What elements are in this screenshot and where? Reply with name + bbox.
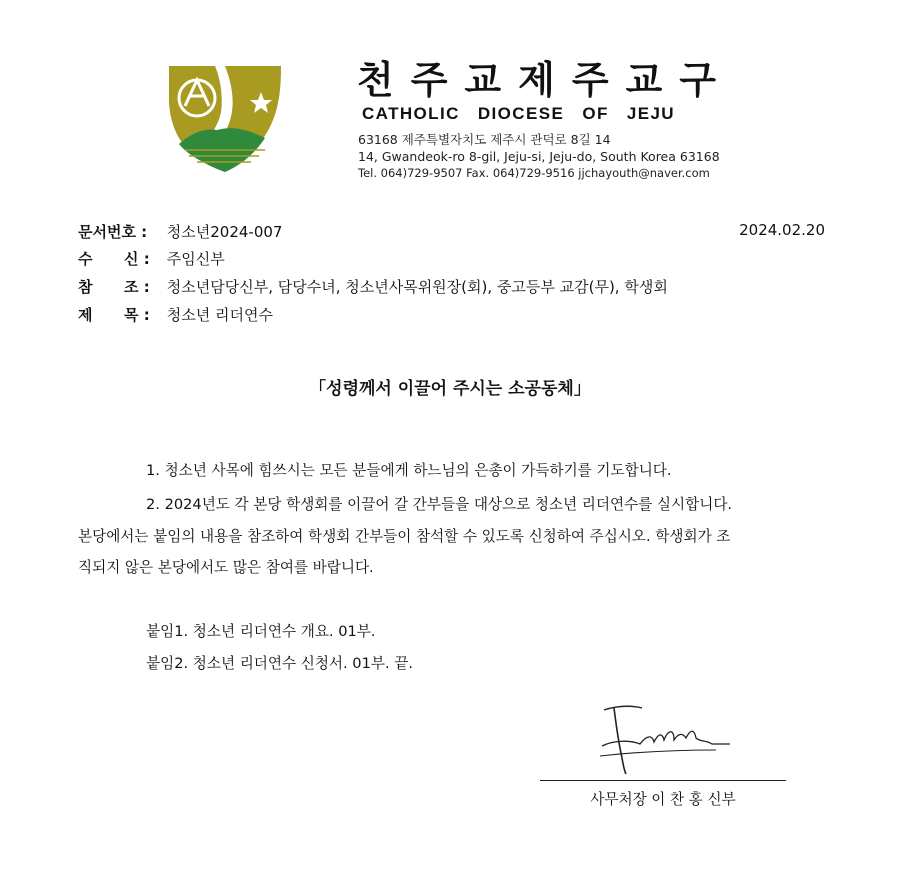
letterhead: [165, 58, 733, 180]
diocese-emblem-icon: [165, 62, 285, 174]
signature-line: [540, 780, 786, 781]
attachment-2: 붙임2. 청소년 리더연수 신청서. 01부. 끝.: [146, 655, 413, 672]
doc-number-value: 청소년2024-007: [166, 223, 283, 241]
recipient-row: [78, 248, 225, 269]
reference-label: 참 조 :: [78, 278, 150, 296]
org-name-korean: 천주교제주교구: [357, 58, 733, 102]
document-date: 2024.02.20: [739, 221, 825, 239]
document-title: 「성령께서 이끌어 주시는 소공동체」: [309, 379, 591, 399]
contact-info: Tel. 064)729-9507 Fax. 064)729-9516 jjchayouth@naver.com: [358, 166, 710, 180]
signer-name: 사무처장 이 찬 홍 신부: [590, 791, 736, 808]
recipient-label: 수 신 :: [78, 250, 150, 268]
subject-row: [78, 304, 273, 325]
recipient-value: 주임신부: [166, 250, 225, 268]
body-paragraph-1: 1. 청소년 사목에 힘쓰시는 모든 분들에게 하느님의 은총이 가득하기를 기도합니다.: [146, 462, 672, 479]
org-name-english: CATHOLIC DIOCESE OF JEJU: [362, 104, 675, 123]
body-paragraph-2-line-2: 본당에서는 붙임의 내용을 참조하여 학생회 간부들이 참석할 수 있도록 신청하여 주십시오. 학생회가 조: [78, 528, 731, 545]
subject-label: 제 목 :: [78, 306, 150, 324]
reference-row: [78, 276, 668, 297]
handwritten-signature-icon: [596, 700, 736, 780]
address-english: 14, Gwandeok-ro 8-gil, Jeju-si, Jeju-do, South Korea 63168: [358, 149, 720, 164]
doc-number-row: [78, 221, 282, 242]
body-paragraph-2-line-3: 직되지 않은 본당에서도 많은 참여를 바랍니다.: [78, 559, 374, 576]
body-paragraph-2-line-1: 2. 2024년도 각 본당 학생회를 이끌어 갈 간부들을 대상으로 청소년 리더연수를 실시합니다.: [146, 496, 733, 513]
address-korean: 63168 제주특별자치도 제주시 관덕로 8길 14: [358, 132, 611, 147]
reference-value: 청소년담당신부, 담당수녀, 청소년사목위원장(회), 중고등부 교감(무), 학생회: [166, 278, 668, 296]
doc-number-label: 문서번호 :: [78, 223, 148, 241]
subject-value: 청소년 리더연수: [166, 306, 273, 324]
attachment-1: 붙임1. 청소년 리더연수 개요. 01부.: [146, 623, 376, 640]
